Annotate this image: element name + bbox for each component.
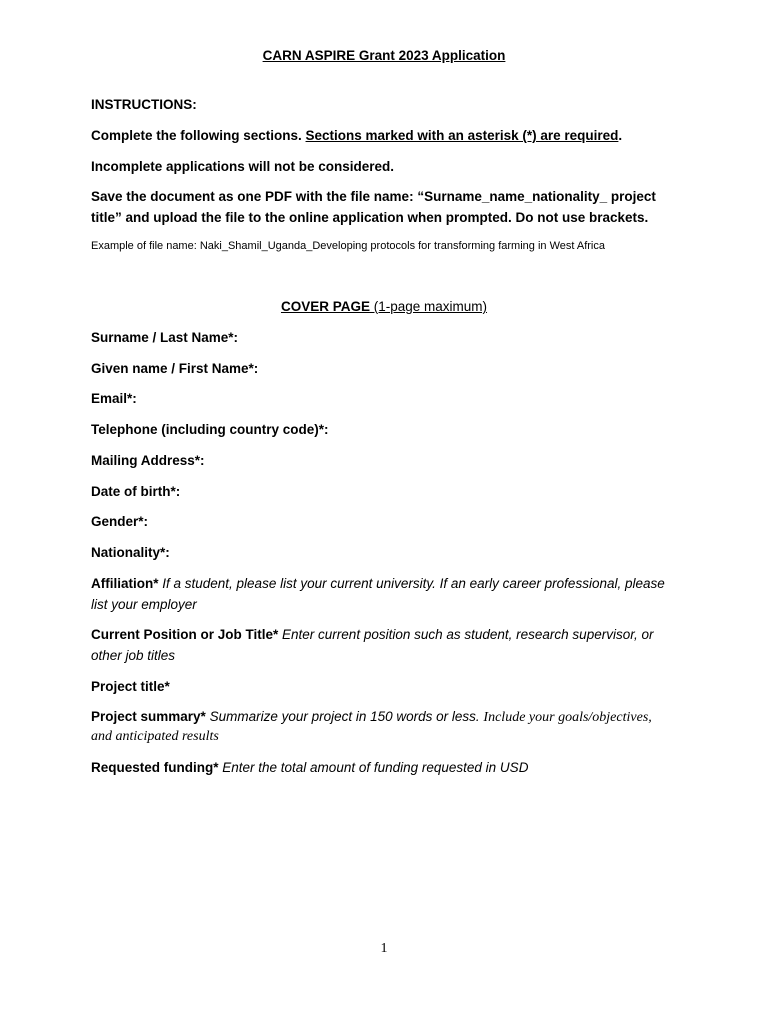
field-email: Email*: (91, 391, 137, 406)
cover-page-heading-text (281, 299, 487, 314)
summary-hint: Summarize your project in 150 words or less. (205, 709, 484, 724)
field-project-title: Project title* (91, 679, 170, 694)
summary-hint-continued: and anticipated results (91, 729, 219, 744)
funding-hint: Enter the total amount of funding requested in USD (218, 760, 529, 775)
position-hint-continued: other job titles (91, 648, 176, 663)
file-name-example: Example of file name: Naki_Shamil_Uganda_Developing protocols for transforming farming in West Africa (91, 240, 605, 252)
cover-page-heading (0, 297, 768, 317)
position-label: Current Position or Job Title* (91, 627, 279, 642)
instruction-required-note: Sections marked with an asterisk (*) are required (305, 128, 619, 143)
summary-hint-goals: Include your goals/objectives, (483, 710, 652, 725)
document-title (0, 46, 768, 66)
title-text: CARN ASPIRE Grant 2023 Application (262, 48, 506, 63)
instruction-complete-sections (91, 126, 691, 146)
instruction-complete-prefix: Complete the following sections. (91, 128, 306, 143)
instruction-complete-suffix: . (618, 128, 623, 143)
field-given-name: Given name / First Name*: (91, 361, 259, 376)
field-project-summary (91, 707, 691, 728)
instruction-save-line-1: Save the document as one PDF with the file name: “Surname_name_nationality_ project (91, 189, 656, 204)
field-date-of-birth: Date of birth*: (91, 484, 181, 499)
cover-page-label: COVER PAGE (280, 299, 370, 314)
field-current-position (91, 625, 691, 645)
affiliation-label: Affiliation* (91, 576, 159, 591)
field-nationality: Nationality*: (91, 545, 170, 560)
field-telephone: Telephone (including country code)*: (91, 422, 329, 437)
field-gender: Gender*: (91, 514, 149, 529)
instructions-heading: INSTRUCTIONS: (91, 97, 197, 112)
affiliation-hint: If a student, please list your current university. If an early career professional, please (158, 576, 665, 591)
summary-label: Project summary* (91, 709, 206, 724)
funding-label: Requested funding* (91, 760, 219, 775)
page-number: 1 (380, 941, 388, 956)
affiliation-hint-continued: list your employer (91, 597, 197, 612)
field-affiliation (91, 574, 691, 594)
position-hint: Enter current position such as student, research supervisor, or (278, 627, 654, 642)
field-surname: Surname / Last Name*: (91, 330, 239, 345)
cover-page-note: (1-page maximum) (369, 299, 488, 314)
instruction-incomplete-note: Incomplete applications will not be considered. (91, 159, 395, 174)
field-mailing-address: Mailing Address*: (91, 453, 205, 468)
field-requested-funding (91, 758, 691, 778)
instruction-save-line-2: title” and upload the file to the online application when prompted. Do not use brackets. (91, 210, 649, 225)
